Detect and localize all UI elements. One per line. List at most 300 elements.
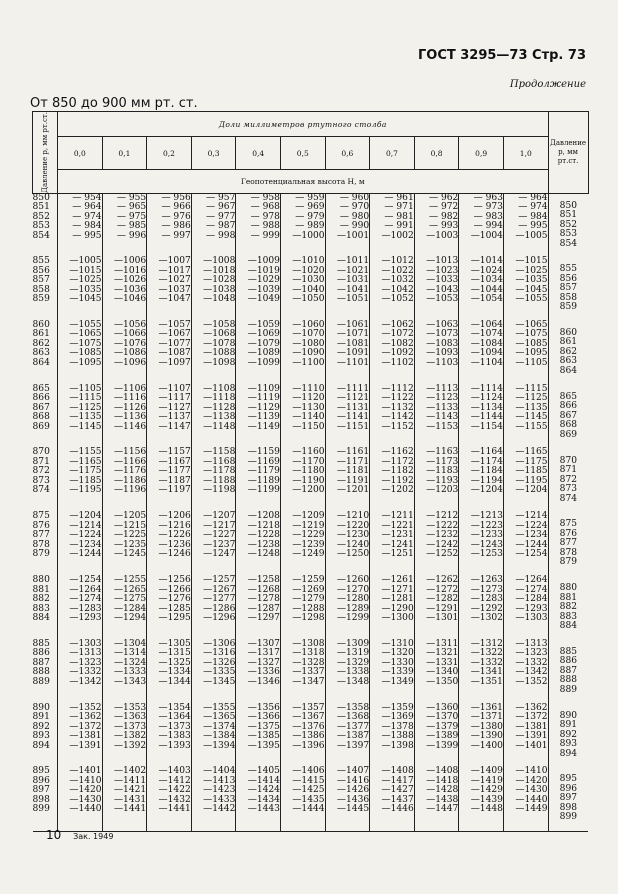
table-cell-value: —1129 (247, 402, 280, 413)
table-row-group (33, 385, 589, 449)
table-cell-value: —1295 (158, 613, 191, 624)
table-cell-value: —1367 (292, 712, 325, 723)
table-cell-value: —1160 (292, 447, 325, 458)
table-cell-value: —1436 (336, 794, 370, 805)
table-cell-value: —1448 (470, 804, 503, 815)
table-cell-value: —1393 (158, 740, 191, 751)
table-cell-value: —1044 (470, 284, 503, 295)
table-cell-value: —1000 (292, 230, 325, 241)
height-cell (191, 385, 236, 449)
table-cell-value: —1021 (336, 265, 370, 276)
left-pressure-header (33, 112, 58, 194)
pressure-cell-left (33, 576, 58, 640)
table-cell-value: —1091 (336, 348, 370, 359)
table-cell-value: —1317 (247, 648, 280, 659)
fraction-header: Доли миллиметров ртутного столба (58, 112, 549, 137)
table-cell-value: —1162 (381, 447, 414, 458)
table-cell-value: 881 (559, 592, 578, 603)
table-cell-value: 866 (559, 401, 578, 412)
table-cell-value: —1202 (381, 485, 414, 496)
height-cell (147, 193, 192, 257)
table-cell-value: —1274 (515, 584, 548, 595)
table-cell-value: —1310 (381, 638, 414, 649)
height-cell (370, 767, 415, 831)
height-cell (459, 704, 504, 768)
height-cell (102, 193, 147, 257)
table-cell-value: 887 (559, 665, 578, 676)
table-cell-value: —1049 (247, 294, 280, 305)
table-cell-value: —1221 (381, 520, 414, 531)
table-cell-value: —1052 (381, 294, 414, 305)
table-cell-value: —1159 (247, 447, 280, 458)
table-cell-value: —1088 (203, 348, 236, 359)
table-cell-value: —1427 (381, 785, 414, 796)
table-cell-value: —1345 (203, 676, 236, 687)
table-cell-value: — 983 (473, 211, 503, 222)
table-cell-value: —1068 (203, 329, 236, 340)
table-cell-value: —1377 (336, 721, 370, 732)
table-row-group (33, 640, 589, 704)
table-cell-value: —1028 (203, 275, 236, 286)
table-cell-value: —1145 (515, 412, 548, 423)
table-cell-value: 885 (32, 638, 50, 649)
table-cell-value: —1014 (470, 256, 503, 267)
table-cell-value: 884 (32, 613, 50, 624)
table-cell-value: 871 (559, 465, 578, 476)
table-cell-value: —1359 (381, 702, 414, 713)
table-cell-value: 889 (559, 684, 578, 695)
table-cell-value: —1036 (113, 284, 147, 295)
height-cell (414, 257, 459, 321)
pressure-cell-right (548, 512, 588, 576)
table-cell-value: —1286 (203, 603, 236, 614)
table-cell-value: —1105 (515, 357, 548, 368)
table-cell-value: — 960 (339, 192, 370, 203)
table-cell-value: —1193 (426, 475, 459, 486)
table-cell-value: —1050 (292, 294, 325, 305)
table-cell-value: —1046 (113, 294, 147, 305)
table-cell-value: —1029 (247, 275, 280, 286)
table-cell-value: 856 (32, 265, 50, 276)
table-cell-value: 873 (32, 475, 50, 486)
pressure-cell-right (548, 257, 588, 321)
table-cell-value: —1077 (158, 338, 191, 349)
table-cell-value: —1047 (158, 294, 191, 305)
table-cell-value: —1062 (381, 319, 414, 330)
table-cell-value: —1267 (203, 584, 236, 595)
table-cell-value: —1399 (426, 740, 459, 751)
table-cell-value: — 993 (429, 221, 459, 232)
table-cell-value: 893 (559, 739, 578, 750)
height-cell (370, 704, 415, 768)
height-cell (503, 321, 548, 385)
table-cell-value: —1173 (426, 456, 459, 467)
table-cell-value: —1002 (381, 230, 414, 241)
table-cell-value: —1127 (158, 402, 191, 413)
height-cell (147, 767, 192, 831)
table-cell-value: 882 (559, 602, 578, 613)
height-cell (325, 193, 370, 257)
table-cell-value: —1008 (203, 256, 236, 267)
table-cell-value: — 963 (473, 192, 503, 203)
table-cell-value: — 973 (473, 202, 503, 213)
table-cell-value: —1273 (470, 584, 503, 595)
table-cell-value: —1368 (336, 712, 370, 723)
table-cell-value: 856 (559, 273, 578, 284)
table-cell-value: —1125 (69, 402, 102, 413)
table-cell-value: —1389 (426, 731, 459, 742)
height-cell (459, 448, 504, 512)
height-cell (102, 704, 147, 768)
height-cell (147, 257, 192, 321)
table-cell-value: 872 (559, 474, 578, 485)
table-cell-value: —1443 (247, 804, 280, 815)
table-cell-value: —1366 (247, 712, 280, 723)
table-cell-value: —1444 (292, 804, 325, 815)
table-cell-value: —1066 (113, 329, 147, 340)
pressure-cell-right (548, 704, 588, 768)
table-cell-value: —1246 (158, 549, 191, 560)
table-cell-value: —1141 (336, 412, 370, 423)
table-cell-value: —1445 (336, 804, 370, 815)
height-cell (102, 321, 147, 385)
table-cell-value: —1115 (69, 393, 102, 404)
table-cell-value: —1256 (158, 575, 191, 586)
table-cell-value: —1039 (247, 284, 280, 295)
table-cell-value: 870 (32, 447, 50, 458)
table-cell-value: 862 (32, 338, 50, 349)
table-cell-value: —1125 (515, 393, 548, 404)
table-cell-value: 879 (559, 557, 578, 568)
table-cell-value: —1336 (247, 667, 280, 678)
height-cell (503, 704, 548, 768)
height-cell (503, 767, 548, 831)
table-cell-value: —1343 (113, 676, 147, 687)
table-cell-value: — 998 (206, 230, 236, 241)
table-cell-value: —1048 (203, 294, 236, 305)
table-cell-value: —1172 (381, 456, 414, 467)
table-cell-value: —1022 (381, 265, 414, 276)
table-cell-value: —1369 (381, 712, 414, 723)
table-cell-value: —1322 (470, 648, 503, 659)
height-cell (236, 704, 281, 768)
table-cell-value: —1063 (426, 319, 459, 330)
table-cell-value: —1101 (336, 357, 370, 368)
pressure-cell-right (548, 321, 588, 385)
column-header: 0,4 (236, 137, 281, 170)
height-cell (58, 448, 103, 512)
table-cell-value: — 969 (295, 202, 325, 213)
height-cell (147, 321, 192, 385)
table-cell-value: —1081 (336, 338, 370, 349)
table-cell-value: —1158 (203, 447, 236, 458)
table-cell-value: —1003 (426, 230, 459, 241)
height-cell (459, 576, 504, 640)
table-cell-value: —1084 (470, 338, 503, 349)
table-cell-value: —1040 (292, 284, 325, 295)
table-cell-value: —1348 (336, 676, 370, 687)
table-cell-value: —1207 (203, 511, 236, 522)
table-cell-value: —1218 (247, 520, 280, 531)
table-cell-value: —1431 (113, 794, 147, 805)
table-cell-value: 863 (32, 348, 50, 359)
table-cell-value: —1332 (69, 667, 102, 678)
height-cell (414, 385, 459, 449)
table-cell-value: —1298 (292, 613, 325, 624)
table-cell-value: —1361 (470, 702, 503, 713)
table-cell-value: —1124 (470, 393, 503, 404)
table-cell-value: —1071 (336, 329, 370, 340)
height-cell (191, 704, 236, 768)
pressure-cell-left (33, 385, 58, 449)
table-cell-value: 897 (559, 793, 578, 804)
column-header: 0,0 (58, 137, 103, 170)
height-cell (414, 448, 459, 512)
table-cell-value: —1309 (336, 638, 370, 649)
table-cell-value: —1161 (336, 447, 370, 458)
table-cell-value: —1313 (69, 648, 102, 659)
continuation-label: Продолжение (509, 79, 586, 90)
table-cell-value: —1334 (158, 667, 191, 678)
table-cell-value: —1341 (470, 667, 503, 678)
table-cell-value: —1164 (470, 447, 503, 458)
table-cell-value: —1016 (113, 265, 147, 276)
table-cell-value: —1018 (203, 265, 236, 276)
height-cell (325, 257, 370, 321)
table-cell-value: —1266 (158, 584, 191, 595)
column-header: 1,0 (503, 137, 548, 170)
table-cell-value: 853 (32, 221, 50, 232)
table-cell-value: — 974 (72, 211, 102, 222)
height-cell (503, 448, 548, 512)
table-cell-value: —1105 (69, 383, 102, 394)
table-cell-value: 899 (559, 812, 578, 823)
table-cell-value: 868 (32, 412, 50, 423)
table-cell-value: — 999 (250, 230, 280, 241)
table-cell-value: —1314 (113, 648, 147, 659)
table-cell-value: —1219 (292, 520, 325, 531)
table-cell-value: —1409 (470, 766, 503, 777)
table-cell-value: — 980 (339, 211, 370, 222)
table-cell-value: —1149 (247, 421, 280, 432)
height-cell (280, 193, 325, 257)
table-cell-value: —1428 (426, 785, 459, 796)
table-cell-value: —1398 (381, 740, 414, 751)
table-cell-value: —1012 (381, 256, 414, 267)
height-cell (370, 193, 415, 257)
table-cell-value: —1296 (203, 613, 236, 624)
table-range-title: От 850 до 900 мм рт. ст. (30, 96, 198, 111)
table-cell-value: — 995 (518, 221, 548, 232)
table-cell-value: 853 (559, 229, 578, 240)
table-cell-value: 867 (32, 402, 50, 413)
height-cell (280, 640, 325, 704)
table-cell-value: —1154 (470, 421, 503, 432)
table-cell-value: —1285 (158, 603, 191, 614)
page-number: 10 (46, 828, 62, 842)
table-cell-value: —1234 (69, 539, 102, 550)
height-cell (503, 640, 548, 704)
table-cell-value: —1276 (158, 594, 191, 605)
table-cell-value: —1191 (336, 475, 370, 486)
table-cell-value: —1264 (69, 584, 102, 595)
table-cell-value: —1404 (203, 766, 236, 777)
table-cell-value: —1438 (426, 794, 459, 805)
height-cell (414, 193, 459, 257)
table-cell-value: —1045 (515, 284, 548, 295)
table-cell-value: 890 (559, 710, 578, 721)
pressure-cell-left (33, 512, 58, 576)
table-cell-value: —1186 (113, 475, 147, 486)
table-cell-value: 899 (32, 804, 50, 815)
table-cell-value: —1376 (292, 721, 325, 732)
table-cell-value: 850 (32, 192, 50, 203)
table-cell-value: —1117 (158, 393, 191, 404)
table-cell-value: —1262 (426, 575, 459, 586)
table-cell-value: —1065 (515, 319, 548, 330)
table-cell-value: —1434 (247, 794, 280, 805)
table-cell-value: —1430 (69, 794, 102, 805)
table-cell-value: —1354 (158, 702, 191, 713)
table-cell-value: —1340 (426, 667, 459, 678)
table-cell-value: —1027 (158, 275, 191, 286)
table-cell-value: —1352 (69, 702, 102, 713)
table-cell-value: —1055 (69, 319, 102, 330)
table-cell-value: —1242 (426, 539, 459, 550)
table-cell-value: —1268 (247, 584, 280, 595)
table-cell-value: —1060 (292, 319, 325, 330)
table-cell-value: 854 (559, 238, 578, 249)
table-cell-value: — 957 (206, 192, 236, 203)
table-cell-value: —1075 (515, 329, 548, 340)
right-pressure-header (548, 112, 588, 194)
table-cell-value: 860 (559, 327, 578, 338)
table-cell-value: — 979 (295, 211, 325, 222)
table-cell-value: —1210 (336, 511, 370, 522)
height-cell (102, 640, 147, 704)
table-cell-value: —1237 (203, 539, 236, 550)
pressure-cell-left (33, 257, 58, 321)
table-cell-value: —1407 (336, 766, 370, 777)
table-cell-value: 878 (559, 547, 578, 558)
pressure-height-table (32, 111, 589, 832)
table-cell-value: 877 (559, 538, 578, 549)
table-cell-value: —1114 (470, 383, 503, 394)
table-cell-value: —1410 (69, 775, 102, 786)
table-cell-value: —1108 (203, 383, 236, 394)
table-cell-value: —1170 (292, 456, 325, 467)
table-cell-value: 875 (559, 519, 578, 530)
table-cell-value: —1073 (426, 329, 459, 340)
table-cell-value: —1179 (247, 466, 280, 477)
table-cell-value: 855 (559, 264, 578, 275)
table-cell-value: —1300 (381, 613, 414, 624)
height-cell (414, 321, 459, 385)
table-cell-value: —1426 (336, 785, 370, 796)
table-cell-value: —1416 (336, 775, 370, 786)
table-cell-value: —1390 (470, 731, 503, 742)
table-cell-value: —1035 (69, 284, 102, 295)
table-cell-value: —1196 (113, 485, 147, 496)
table-cell-value: —1109 (247, 383, 280, 394)
table-cell-value: — 988 (250, 221, 280, 232)
table-cell-value: —1446 (381, 804, 414, 815)
table-cell-value: —1392 (113, 740, 147, 751)
table-cell-value: —1200 (292, 485, 325, 496)
table-cell-value: —1391 (515, 731, 548, 742)
table-cell-value: —1059 (247, 319, 280, 330)
table-cell-value: —1412 (158, 775, 191, 786)
table-cell-value: —1144 (470, 412, 503, 423)
table-cell-value: —1086 (113, 348, 147, 359)
table-cell-value: — 986 (161, 221, 191, 232)
height-cell (370, 448, 415, 512)
table-cell-value: — 976 (161, 211, 191, 222)
table-cell-value: 892 (559, 729, 578, 740)
table-cell-value: —1220 (336, 520, 370, 531)
table-cell-value: —1381 (69, 731, 102, 742)
table-cell-value: —1360 (426, 702, 459, 713)
table-cell-value: —1282 (426, 594, 459, 605)
table-cell-value: —1214 (69, 520, 102, 531)
table-cell-value: — 978 (250, 211, 280, 222)
table-cell-value: —1250 (336, 549, 370, 560)
table-cell-value: 882 (32, 594, 50, 605)
table-cell-value: —1258 (247, 575, 280, 586)
table-cell-value: —1070 (292, 329, 325, 340)
table-cell-value: —1324 (113, 657, 147, 668)
table-cell-value: — 970 (339, 202, 370, 213)
table-cell-value: —1011 (336, 256, 370, 267)
table-cell-value: — 984 (518, 211, 548, 222)
table-cell-value: —1090 (292, 348, 325, 359)
table-cell-value: —1373 (113, 721, 147, 732)
height-cell (325, 448, 370, 512)
table-cell-value: —1415 (292, 775, 325, 786)
table-cell-value: —1153 (426, 421, 459, 432)
table-cell-value: —1234 (515, 530, 548, 541)
height-cell (102, 448, 147, 512)
table-cell-value: — 964 (72, 202, 102, 213)
table-cell-value: —1030 (292, 275, 325, 286)
table-cell-value: — 991 (384, 221, 414, 232)
pressure-cell-left (33, 193, 58, 257)
table-cell-value: —1439 (470, 794, 503, 805)
table-cell-value: —1203 (426, 485, 459, 496)
table-cell-value: —1198 (203, 485, 236, 496)
table-cell-value: —1174 (470, 456, 503, 467)
table-cell-value: —1386 (292, 731, 325, 742)
table-cell-value: —1275 (113, 594, 147, 605)
table-cell-value: —1010 (292, 256, 325, 267)
height-cell (102, 767, 147, 831)
table-cell-value: —1205 (113, 511, 147, 522)
table-cell-value: —1264 (515, 575, 548, 586)
table-cell-value: —1303 (515, 613, 548, 624)
table-cell-value: —1238 (247, 539, 280, 550)
table-cell-value: —1126 (113, 402, 147, 413)
pressure-cell-left (33, 704, 58, 768)
pressure-cell-right (548, 385, 588, 449)
table-cell-value: —1280 (336, 594, 370, 605)
table-cell-value: —1320 (381, 648, 414, 659)
height-cell (280, 704, 325, 768)
table-cell-value: 898 (32, 794, 50, 805)
height-cell (58, 385, 103, 449)
pressure-cell-right (548, 193, 588, 257)
table-cell-value: —1115 (515, 383, 548, 394)
table-cell-value: —1204 (69, 511, 102, 522)
